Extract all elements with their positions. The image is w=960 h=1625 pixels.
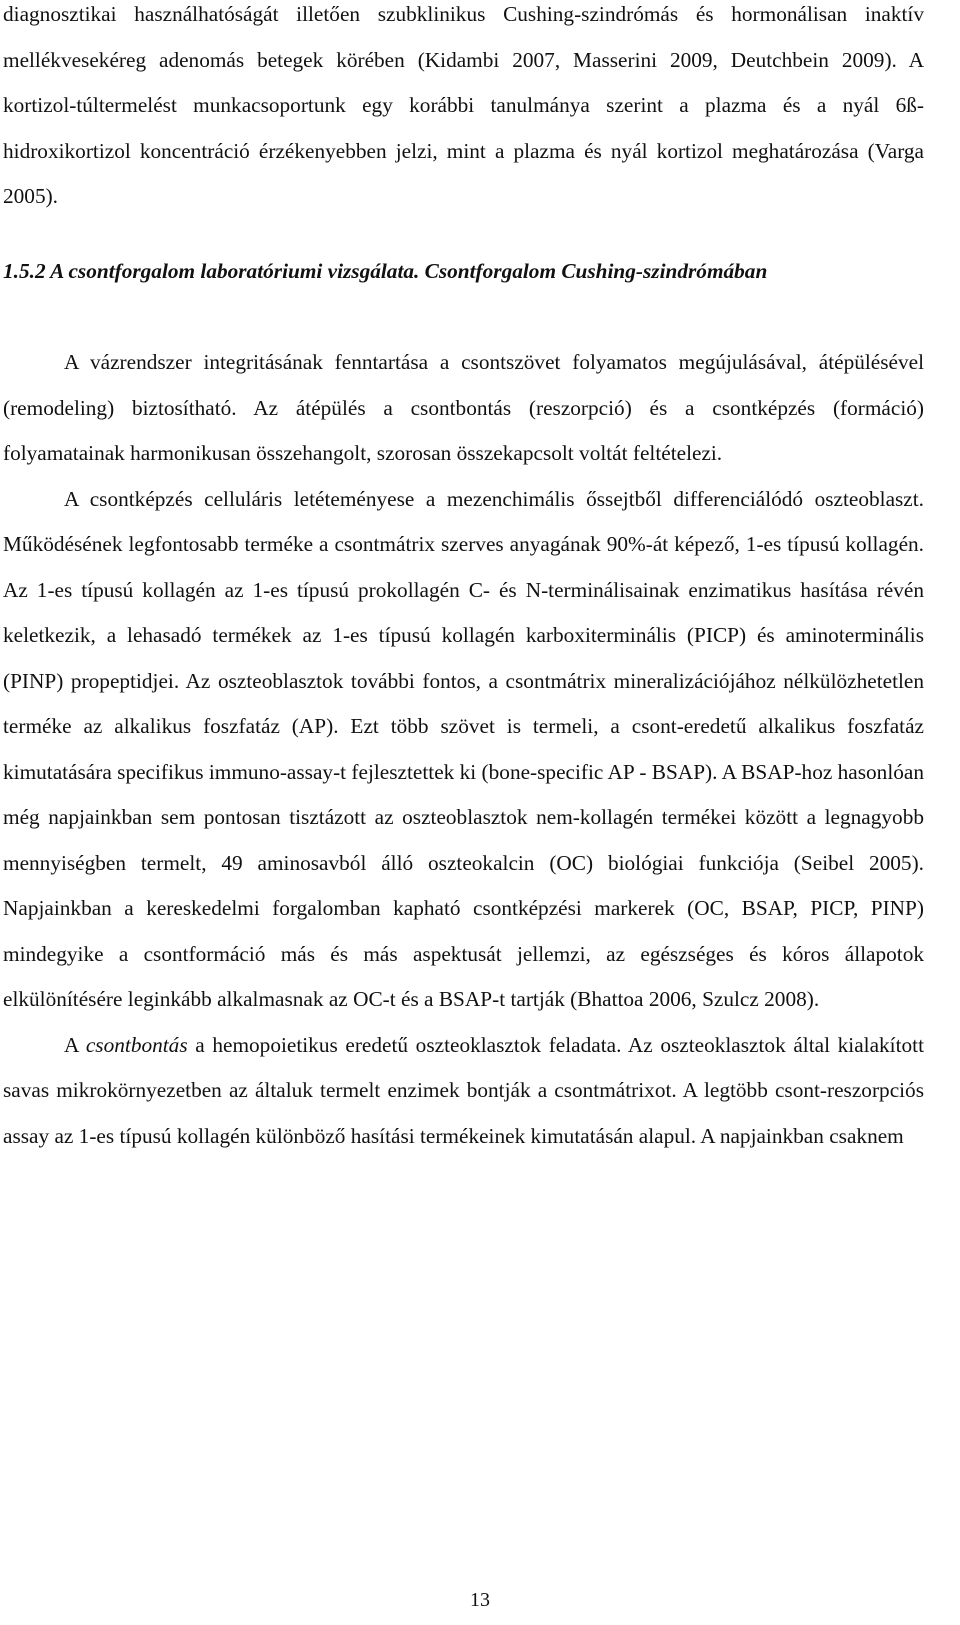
resorption-lead: A <box>64 1032 79 1057</box>
page-number: 13 <box>470 1589 490 1611</box>
paragraph-remodeling: A vázrendszer integritásának fenntartása a csontszövet folyamatos megújulásával, átépülésével (remodeling) biztosítható. Az átépülés a csontbontás (reszorpció) és a csontképzés (formáció) folyamatainak harmonikusan összehangolt, szorosan összekapcsolt voltát feltételezi. <box>3 350 924 465</box>
resorption-rest: a hemopoietikus eredetű oszteoklasztok feladata. Az oszteoklasztok által kialakított savas mikrokörnyezetben az általuk termelt enzimek bontják a csontmátrixot. A legtöbb csont-reszorpciós assay az 1-es típusú kollagén különböző hasítási termékeinek kimutatásán alapul. A napjainkban csaknem <box>3 1032 924 1148</box>
paragraph-cortisol: diagnosztikai használhatóságát illetően szubklinikus Cushing-szindrómás és hormonálisan inaktív mellékvesekéreg adenomás betegek körében (Kidambi 2007, Masserini 2009, Deutchbein 2009). A kortizol-túltermelést munkacsoportunk egy korábbi tanulmánya szerint a plazma és a nyál 6ß-hidroxikortizol koncentráció érzékenyebben jelzi, mint a plazma és nyál kortizol meghatározása (Varga 2005). <box>3 2 924 208</box>
paragraph-bone-formation: A csontképzés celluláris letéteményese a mezenchimális őssejtből differenciálódó oszteoblaszt. Működésének legfontosabb terméke a csontmátrix szerves anyagának 90%-át képező, 1-es típusú kollagén. Az 1-es típusú kollagén az 1-es típusú prokollagén C- és N-terminálisainak enzimatikus hasítása révén keletkezik, a lehasadó termékek az 1-es típusú kollagén karboxiterminális (PICP) és aminoterminális (PINP) propeptidjei. Az oszteoblasztok további fontos, a csontmátrix mineralizációjához nélkülözhetetlen terméke az alkalikus foszfatáz (AP). Ezt több szövet is termeli, a csont-eredetű alkalikus foszfatáz kimutatására specifikus immuno-assay-t fejlesztettek ki (bone-specific AP - BSAP). A BSAP-hoz hasonlóan még napjainkban sem pontosan tisztázott az oszteoblasztok nem-kollagén termékei között a legnagyobb mennyiségben termelt, 49 aminosavból álló oszteokalcin (OC) biológiai funkciója (Seibel 2005). Napjainkban a kereskedelmi forgalomban kapható csontképzési markerek (OC, BSAP, PICP, PINP) mindegyike a csontformáció más és más aspektusát jellemzi, az egészséges és kóros állapotok elkülönítésére leginkább alkalmasnak az OC-t és a BSAP-t tartják (Bhattoa 2006, Szulcz 2008). <box>3 486 924 1011</box>
resorption-term: csontbontás <box>85 1032 188 1057</box>
body-text <box>3 0 924 1159</box>
paragraph-bone-resorption <box>3 1023 924 1160</box>
section-heading: 1.5.2 A csontforgalom laboratóriumi vizsgálata. Csontforgalom Cushing-szindrómában <box>3 258 768 283</box>
